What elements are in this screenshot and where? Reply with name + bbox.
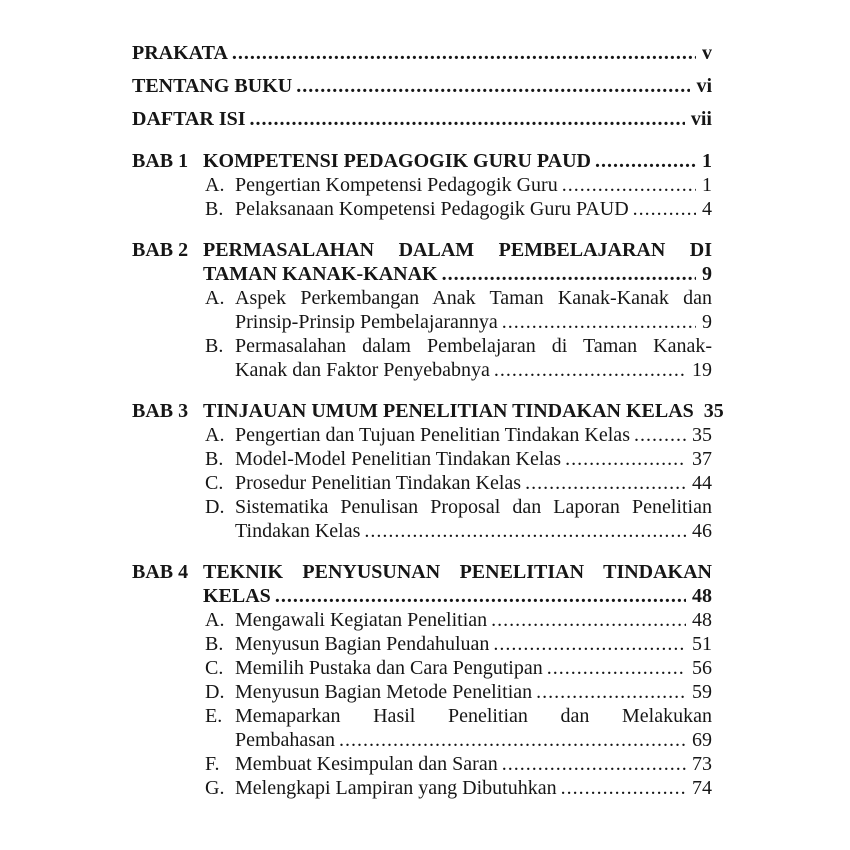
chapter-block [132,560,712,800]
item-title: Menyusun Bagian Metode Penelitian [235,681,533,703]
chapter-title-line: PERMASALAHAN DALAM PEMBELAJARAN DI [203,239,712,261]
item-body [235,680,712,704]
toc-item [205,197,712,221]
dot-leader [493,632,686,656]
toc-item [205,752,712,776]
item-letter: C. [205,472,224,494]
item-body [235,197,712,221]
item-title: Pengertian Kompetensi Pedagogik Guru [235,174,558,196]
dot-leader [232,40,696,66]
chapter-label: BAB 3 [132,400,189,422]
page-number: 9 [702,311,712,333]
item-body [235,286,712,334]
dot-leader [275,584,686,608]
chapter-title: TINJAUAN UMUM PENELITIAN TINDAKAN KELAS [203,400,694,422]
item-body [235,495,712,543]
dot-leader [502,752,686,776]
item-letter: D. [205,681,225,703]
page-number: 48 [692,585,712,607]
item-last-line [235,680,712,704]
chapter-title-line: TEKNIK PENYUSUNAN PENELITIAN TINDAKAN [203,561,712,583]
item-last-line [235,197,712,221]
page-number: 1 [702,174,712,196]
item-title: Kanak dan Faktor Penyebabnya [235,359,490,381]
item-title: Mengawali Kegiatan Penelitian [235,609,488,631]
item-title: Pelaksanaan Kompetensi Pedagogik Guru PAUD [235,198,629,220]
page-number: 37 [692,448,712,470]
toc-item [205,334,712,382]
front-matter-list [132,40,712,132]
item-last-line [235,776,712,800]
page-number: vii [690,108,712,130]
chapter-label: BAB 4 [132,561,189,583]
item-body [235,447,712,471]
page-number: v [702,42,712,64]
chapter-title-row [203,584,712,608]
page-number: 35 [692,424,712,446]
toc-item [205,447,712,471]
item-letter: C. [205,657,224,679]
chapter-content [203,399,724,543]
chapter-label: BAB 2 [132,239,189,261]
toc-item [205,286,712,334]
chapter-block [132,149,712,221]
item-last-line [235,173,712,197]
chapter-block [132,399,724,543]
page-number: 73 [692,753,712,775]
chapter-title: KELAS [203,585,271,607]
item-letter: A. [205,424,225,446]
item-letter: B. [205,448,224,470]
chapter-title-row [203,262,712,286]
toc-item [205,704,712,752]
item-line: Sistematika Penulisan Proposal dan Laporan Penelitian [235,496,712,518]
dot-leader [339,728,686,752]
item-letter: B. [205,198,224,220]
front-matter-label: DAFTAR ISI [132,108,246,130]
dot-leader [565,447,686,471]
item-body [235,608,712,632]
chapter-content [203,238,712,382]
item-title: Tindakan Kelas [235,520,361,542]
dot-leader [296,73,690,99]
chapter-title-row [203,399,724,423]
item-title: Menyusun Bagian Pendahuluan [235,633,490,655]
toc-page [132,40,724,800]
item-last-line [235,632,712,656]
item-title: Membuat Kesimpulan dan Saran [235,753,498,775]
item-last-line [235,447,712,471]
page-number: 69 [692,729,712,751]
toc-item [205,173,712,197]
item-body [235,423,712,447]
toc-item [205,608,712,632]
chapter-title: TAMAN KANAK-KANAK [203,263,438,285]
toc-front-matter-row [132,106,712,132]
toc-front-matter-row [132,73,712,99]
chapter-block [132,238,712,382]
item-last-line [235,423,712,447]
page-number: 44 [692,472,712,494]
toc-item [205,632,712,656]
page-number: vi [696,75,712,97]
toc-front-matter-row [132,40,712,66]
item-last-line [235,310,712,334]
front-matter-label: PRAKATA [132,42,228,64]
toc-item [205,680,712,704]
item-line: Aspek Perkembangan Anak Taman Kanak-Kanak dan [235,287,712,309]
dot-leader [491,608,686,632]
page-number: 56 [692,657,712,679]
dot-leader [595,149,696,173]
item-last-line [235,728,712,752]
dot-leader [634,423,686,447]
item-body [235,752,712,776]
item-letter: B. [205,633,224,655]
item-title: Model-Model Penelitian Tindakan Kelas [235,448,562,470]
item-letter: A. [205,174,225,196]
item-letter: F. [205,753,220,775]
item-title: Melengkapi Lampiran yang Dibutuhkan [235,777,557,799]
chapter-content [203,560,712,800]
item-body [235,471,712,495]
item-body [235,656,712,680]
item-body [235,704,712,752]
page-number: 74 [692,777,712,799]
item-last-line [235,656,712,680]
chapter-title-row [203,149,712,173]
page-number: 46 [692,520,712,542]
item-title: Memilih Pustaka dan Cara Pengutipan [235,657,543,679]
page-number: 19 [692,359,712,381]
dot-leader [547,656,686,680]
page-number: 59 [692,681,712,703]
page-number: 1 [702,150,712,172]
dot-leader [525,471,686,495]
chapter-list [132,149,724,800]
page-number: 4 [702,198,712,220]
dot-leader [494,358,686,382]
front-matter-label: TENTANG BUKU [132,75,293,97]
item-letter: E. [205,705,223,727]
item-last-line [235,358,712,382]
chapter-title: KOMPETENSI PEDAGOGIK GURU PAUD [203,150,591,172]
item-last-line [235,519,712,543]
item-body [235,173,712,197]
item-letter: G. [205,777,225,799]
item-letter: D. [205,496,225,518]
toc-item [205,656,712,680]
item-body [235,334,712,382]
dot-leader [364,519,686,543]
item-body [235,776,712,800]
item-body [235,632,712,656]
item-title: Pengertian dan Tujuan Penelitian Tindakan Kelas [235,424,630,446]
item-line: Memaparkan Hasil Penelitian dan Melakukan [235,705,712,727]
page-number: 51 [692,633,712,655]
item-last-line [235,752,712,776]
dot-leader [633,197,696,221]
page-number: 9 [702,263,712,285]
item-last-line [235,471,712,495]
toc-item [205,776,712,800]
dot-leader [442,262,696,286]
dot-leader [250,106,685,132]
item-letter: A. [205,609,225,631]
item-last-line [235,608,712,632]
item-title: Prinsip-Prinsip Pembelajarannya [235,311,498,333]
item-title: Pembahasan [235,729,335,751]
item-title: Prosedur Penelitian Tindakan Kelas [235,472,522,494]
toc-item [205,471,712,495]
toc-item [205,423,712,447]
page-number: 48 [692,609,712,631]
dot-leader [561,776,686,800]
item-line: Permasalahan dalam Pembelajaran di Taman Kanak- [235,335,712,357]
dot-leader [562,173,696,197]
dot-leader [502,310,696,334]
item-letter: B. [205,335,224,357]
toc-item [205,495,712,543]
dot-leader [536,680,686,704]
chapter-content [203,149,712,221]
item-letter: A. [205,287,225,309]
page-number: 35 [703,400,724,422]
chapter-label: BAB 1 [132,150,189,172]
